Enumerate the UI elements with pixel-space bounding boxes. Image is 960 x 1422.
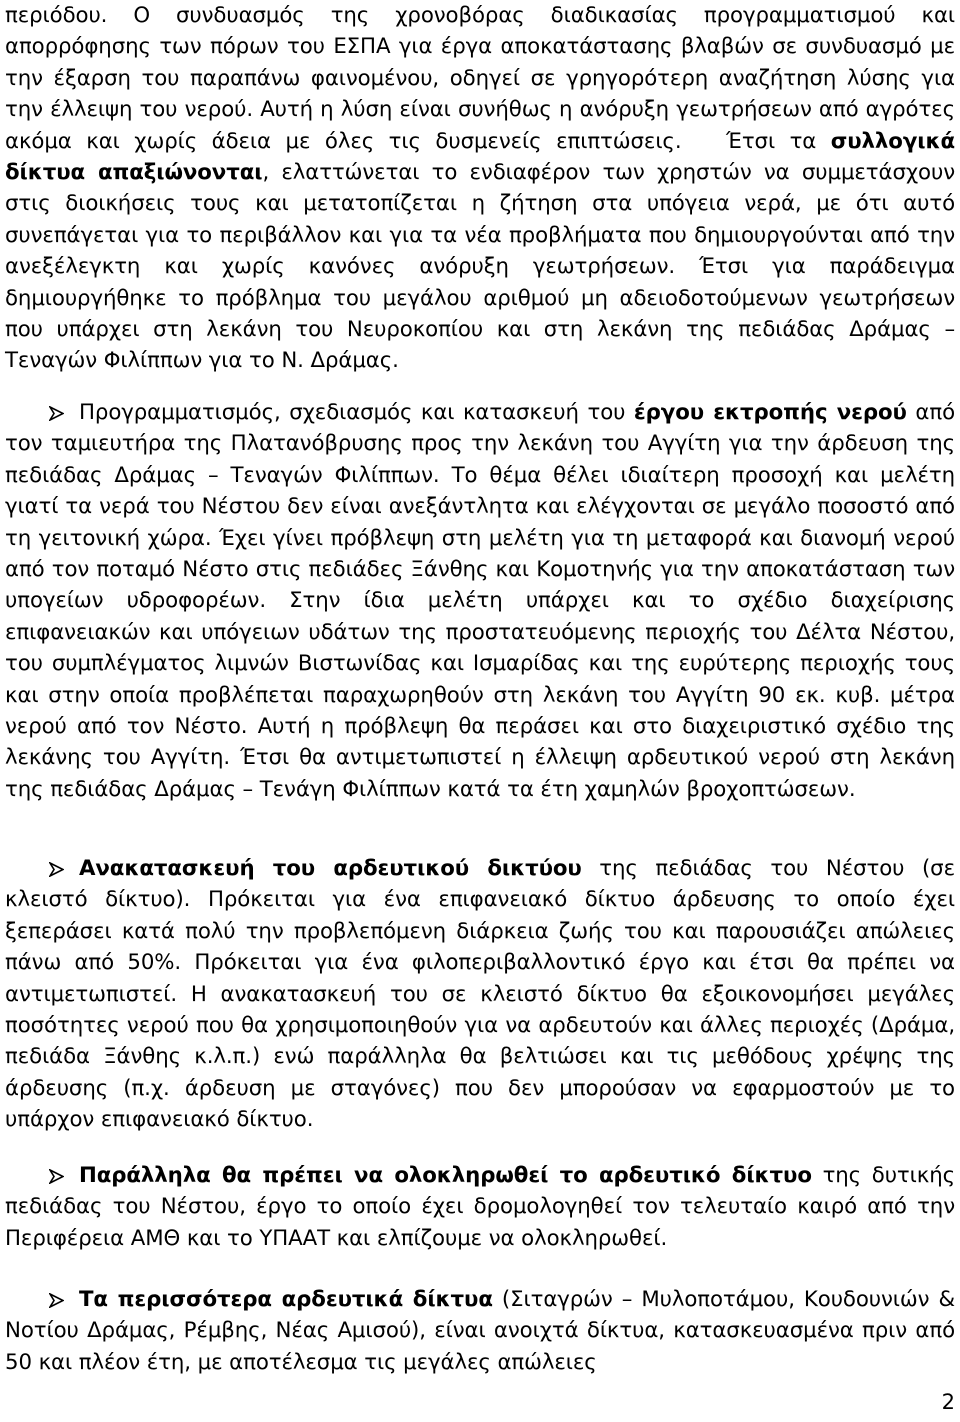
arrowhead-bullet-icon xyxy=(49,862,64,877)
bullet-text xyxy=(5,397,955,805)
arrowhead-bullet-icon xyxy=(49,1293,64,1308)
bullet-bold-phrase: Παράλληλα θα πρέπει να ολοκληρωθεί το αρδευτικό δίκτυο xyxy=(79,1163,812,1188)
bullet-item-3 xyxy=(5,1160,955,1254)
bullet-item-4 xyxy=(5,1284,955,1378)
arrowhead-bullet-icon xyxy=(49,406,64,421)
intro-bold-phrase: συλλογικά δίκτυα απαξιώνονται xyxy=(5,128,956,186)
bullet-text xyxy=(5,1284,955,1378)
bullet-item-1 xyxy=(5,397,955,805)
bullet-bold-phrase: έργου εκτροπής νερού xyxy=(633,400,907,425)
intro-paragraph xyxy=(5,0,955,377)
bullet-item-2 xyxy=(5,853,955,1136)
bullet-text-body: από τον ταμιευτήρα της Πλατανόβρυσης προς την λεκάνη του Αγγίτη για την άρδευση της πεδιάδας Δράμας – Τεναγών Φιλίππων. Το θέμα θέλει ιδιαίτερη προσοχή και μελέτη γιατί τα νερά του Νέστου δεν είναι ανεξάντλητα και ελέγχονται σε μεγάλο ποσοστό από τη γειτονική χώρα. Έχει γίνει πρόβλεψη στη μελέτη για τη μεταφορά και διανομή νερού από τον ποταμό Νέστο στις πεδιάδες Ξάνθης και Κομοτηνής για την αποκατάσταση των υπογείων υδροφορέων. Στην ίδια μελέτη υπάρχει και το σχέδιο διαχείρισης επιφανειακών και υπόγειων υδάτων της προστατευόμενης περιοχής του Δέλτα Νέστου, του συμπλέγματος λιμνών Βιστωνίδας και Ισμαρίδας και της ευρύτερης περιοχής τους και στην οποία προβλέπεται παραχωρηθούν στη λεκάνη του Αγγίτη 90 εκ. κυβ. μέτρα νερού από τον Νέστο. Αυτή η πρόβλεψη θα περάσει και στο διαχειριστικό σχέδιο της λεκάνης του Αγγίτη. Έτσι θα αντιμετωπιστεί η έλλειψη αρδευτικού νερού στη λεκάνη της πεδιάδας Δράμας – Τενάγη Φιλίππων κατά τα έτη χαμηλών βροχοπτώσεων. xyxy=(5,400,955,802)
bullet-text-lead: Προγραμματισμός, σχεδιασμός και κατασκευή του xyxy=(79,400,634,425)
bullet-text xyxy=(5,1160,955,1254)
page-number: 2 xyxy=(941,1390,955,1414)
bullet-bold-phrase: Τα περισσότερα αρδευτικά δίκτυα xyxy=(79,1287,493,1312)
bullet-bold-phrase: Ανακατασκευή του αρδευτικού δικτύου xyxy=(79,856,582,881)
bullet-text xyxy=(5,853,955,1136)
arrowhead-bullet-icon xyxy=(49,1169,64,1184)
bullet-text-body: (Σιταγρών – Μυλοποτάμου, Κουδουνιών & Νοτίου Δράμας, Ρέμβης, Νέας Αμισού), είναι ανοιχτά δίκτυα, κατασκευασμένα πριν από 50 και πλέον έτη, με αποτέλεσμα τις μεγάλες απώλειες xyxy=(5,1287,955,1375)
intro-text-3: , ελαττώνεται το ενδιαφέρον των χρηστών να συμμετάσχουν στις διοικήσεις τους και μετατοπίζεται η ζήτηση στα υπόγεια νερά, με ότι αυτό συνεπάγεται για το περιβάλλον και για τα νέα προβλήματα που δημιουργούνται από την ανεξέλεγκτη και χωρίς κανόνες ανόρυξη γεωτρήσεων. Έτσι για παράδειγμα δημιουργήθηκε το πρόβλημα του μεγάλου αριθμού μη αδειοδοτούμενων γεωτρήσεων που υπάρχει στη λεκάνη του Νευροκοπίου και στη λεκάνη της πεδιάδας Δράμας – Τεναγών Φιλίππων για το Ν. Δράμας. xyxy=(5,160,956,374)
bullet-text-body: της δυτικής πεδιάδας του Νέστου, έργο το οποίο έχει δρομολογηθεί τον τελευταίο καιρό από την Περιφέρεια ΑΜΘ και το ΥΠΑΑΤ και ελπίζουμε να ολοκληρωθεί. xyxy=(5,1163,956,1251)
intro-text-1: περιόδου. Ο συνδυασμός της χρονοβόρας διαδικασίας προγραμματισμού και απορρόφησης των πόρων του ΕΣΠΑ για έργα αποκατάστασης βλαβών σε συνδυασμό με την έξαρση του παραπάνω φαινομένου, οδηγεί σε γρηγορότερη αναζήτηση λύσης για την έλλειψη του νερού. Αυτή η λύση είναι συνήθως η ανόρυξη γεωτρήσεων από αγρότες ακόμα και χωρίς άδεια με όλες τις δυσμενείς επιπτώσεις. xyxy=(5,3,955,154)
intro-text-2: Έτσι τα xyxy=(726,128,831,154)
bullet-text-body: της πεδιάδας του Νέστου (σε κλειστό δίκτυο). Πρόκειται για ένα επιφανειακό δίκτυο άρδευσης το οποίο έχει ξεπεράσει κατά πολύ την προβλεπόμενη διάρκεια ζωής του και παρουσιάζει απώλειες πάνω από 50%. Πρόκειται για ένα φιλοπεριβαλλοντικό έργο και έτσι θα πρέπει να αντιμετωπιστεί. Η ανακατασκευή του σε κλειστό δίκτυο θα εξοικονομήσει μεγάλες ποσότητες νερού που θα χρησιμοποιηθούν για να αρδευτούν και άλλες περιοχές (Δράμα, πεδιάδα Ξάνθης κ.λ.π.) ενώ παράλληλα θα βελτιώσει και τις μεθόδους χρέψης της άρδευσης (π.χ. άρδευση με σταγόνες) που δεν μπορούσαν να εφαρμοστούν με το υπάρχον επιφανειακό δίκτυο. xyxy=(5,856,955,1133)
